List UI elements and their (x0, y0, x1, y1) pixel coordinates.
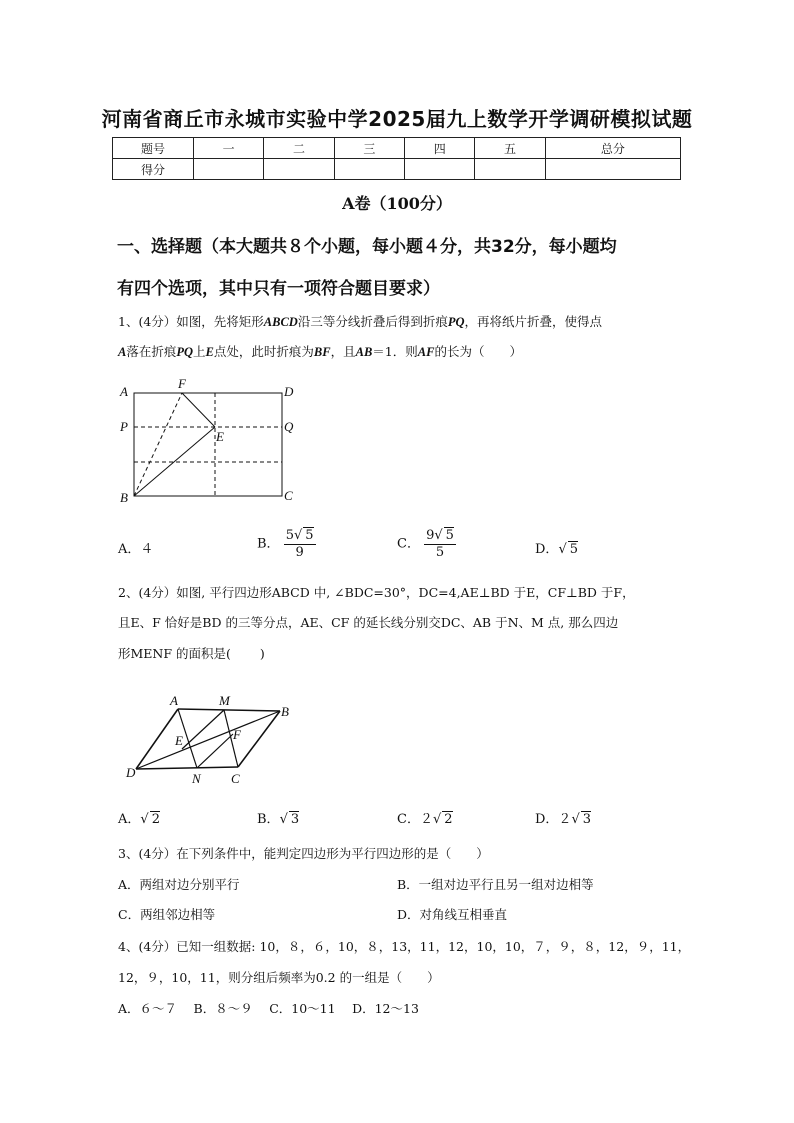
radicand: 2 (444, 812, 453, 827)
q1-var: AB (355, 345, 373, 359)
q3-stem: 3、(4分）在下列条件中，能判定四边形为平行四边形的是（ ） (118, 846, 489, 861)
q2-stem-line2: 且E、F 恰好是BD 的三等分点，AE、CF 的延长线分别交DC、AB 于N、M 点, 那么四边 (118, 615, 619, 630)
radicand: 3 (582, 812, 592, 827)
q1-label-b: B (120, 490, 128, 505)
q3-option-c[interactable]: C．两组邻边相等 (118, 907, 216, 922)
q1-var: ABCD (263, 315, 298, 329)
q1-fe-line (182, 393, 215, 427)
q2-option-b[interactable]: B．√ 3 (257, 812, 300, 827)
score-table (112, 137, 681, 180)
q1-option-a[interactable]: A．４ (118, 542, 154, 557)
q2-option-a-label: A． (118, 812, 141, 827)
q2-parallelogram-figure (118, 692, 308, 792)
q1-label-f: F (178, 378, 186, 391)
q2-label-d: D (126, 765, 136, 780)
score-cell: 一 (194, 138, 264, 159)
score-input-cell[interactable] (264, 159, 334, 180)
q1-label-e: E (216, 429, 224, 444)
score-table-header-row (113, 138, 681, 159)
score-cell: 总分 (545, 138, 680, 159)
q3-option-d[interactable]: D．对角线互相垂直 (397, 907, 508, 922)
q1-option-b[interactable] (257, 527, 316, 561)
q3-option-b[interactable]: B．一组对边平行且另一组对边相等 (397, 877, 594, 892)
q1-text: 落在折痕 (126, 344, 177, 359)
score-cell: 得分 (113, 159, 194, 180)
score-input-cell[interactable] (475, 159, 545, 180)
fraction-numerator-coef: 5 (285, 528, 294, 543)
q1-text: 的长为（ ） (434, 344, 522, 359)
q2-label-m: M (219, 693, 230, 708)
q2-line-me (182, 710, 224, 749)
q1-label-q: Q (284, 419, 294, 434)
score-cell: 五 (475, 138, 545, 159)
q1-option-b-fraction: $\frac{5√ 5}{9}$ (285, 528, 314, 560)
q2-stem-line3: 形MENF 的面积是( ) (118, 646, 265, 661)
q2-side-dc (136, 767, 238, 769)
q2-option-d-label: D．２ (535, 812, 572, 827)
q1-var: BF (313, 345, 331, 359)
q4-option-b[interactable]: B．８～９ (193, 1001, 253, 1016)
q1-text: ＝1．则 (372, 344, 418, 359)
exam-title: 河南省商丘市永城市实验中学2025届九上数学开学调研模拟试题 (101, 107, 693, 131)
q1-stem-line1 (118, 313, 602, 331)
q1-label-c: C (284, 488, 293, 503)
q4-option-c[interactable]: C．10～11 (269, 1001, 336, 1016)
score-input-cell[interactable] (405, 159, 475, 180)
q1-text: 上 (193, 344, 206, 359)
radicand: 5 (445, 528, 454, 543)
q2-line-nf (197, 734, 233, 768)
q2-label-f: F (233, 727, 241, 742)
radicand: 2 (151, 812, 160, 827)
q2-stem-line1: 2、(4分）如图, 平行四边形ABCD 中, ∠BDC=30°，DC=4,AE⊥BD 于E，CF⊥BD 于F， (118, 585, 635, 600)
q2-label-a: A (170, 693, 178, 708)
q1-ba-dashed (134, 393, 182, 496)
radicand: 5 (305, 528, 314, 543)
q2-option-a[interactable]: A．√ 2 (118, 812, 160, 827)
q1-option-d-label: D． (535, 542, 559, 557)
q3-option-a[interactable]: A．两组对边分别平行 (118, 877, 240, 892)
q2-label-b: B (281, 704, 289, 719)
q1-label-p: P (120, 419, 128, 434)
radicand: 5 (569, 542, 579, 557)
section-heading-line1: 一、选择题（本大题共８个小题，每小题４分，共32分，每小题均 (117, 237, 617, 257)
radicand: 3 (290, 812, 300, 827)
q4-option-d[interactable]: D．12～13 (352, 1001, 419, 1016)
q1-option-c-fraction: $\frac{9√ 5}{5}$ (426, 528, 454, 560)
q1-text: 1、(4分）如图，先将矩形 (118, 314, 264, 329)
q2-option-c-label: C．２ (397, 812, 433, 827)
q1-text: ，再将纸片折叠，使得点 (464, 314, 603, 329)
q1-option-d[interactable]: D．√ 5 (535, 542, 579, 557)
score-cell: 二 (264, 138, 334, 159)
volume-heading: A卷（100分） (342, 194, 452, 213)
q1-var: A (118, 345, 127, 359)
q1-label-a: A (120, 384, 128, 399)
q2-label-c: C (231, 771, 240, 786)
section-heading-line2: 有四个选项，其中只有一项符合题目要求） (117, 279, 440, 299)
q1-text: 点处，此时折痕为 (213, 344, 314, 359)
q1-stem-line2 (118, 343, 522, 361)
q1-text: ，且 (330, 344, 356, 359)
q4-option-a[interactable]: A．６～７ (118, 1001, 178, 1016)
q2-option-c[interactable]: C．２√ 2 (397, 812, 453, 827)
q2-option-b-label: B． (257, 812, 280, 827)
score-input-cell[interactable] (334, 159, 404, 180)
q1-var: E (205, 345, 214, 359)
q4-stem-line2: 12，９，10，11，则分组后频率为0.2 的一组是（ ） (118, 970, 440, 985)
q2-side-ab (178, 709, 280, 711)
q2-label-n: N (192, 771, 201, 786)
q1-label-d: D (284, 384, 294, 399)
q1-be-line (134, 427, 215, 496)
q1-var: PQ (447, 315, 465, 329)
fraction-denominator: 5 (435, 545, 445, 560)
q2-label-e: E (175, 733, 183, 748)
q4-stem-line1: 4、(4分）已知一组数据: 10，８，６，10，８，13，11，12，10，10，７，９，８，12，９，11， (118, 939, 691, 954)
q1-rect (134, 393, 282, 496)
score-input-cell[interactable] (194, 159, 264, 180)
score-cell: 题号 (113, 138, 194, 159)
q1-var: AF (417, 345, 435, 359)
q2-option-d[interactable]: D．２√ 3 (535, 812, 592, 827)
q1-rectangle-figure (112, 378, 312, 506)
q1-var: PQ (176, 345, 194, 359)
q1-option-c-label: C． (397, 536, 420, 552)
score-input-cell[interactable] (545, 159, 680, 180)
q1-option-b-label: B． (257, 536, 280, 552)
score-table-score-row (113, 159, 681, 180)
q1-text: 沿三等分线折叠后得到折痕 (297, 314, 448, 329)
fraction-numerator-coef: 9 (426, 528, 435, 543)
fraction-denominator: 9 (295, 545, 304, 560)
score-cell: 三 (334, 138, 404, 159)
q1-option-c[interactable] (397, 527, 456, 561)
score-cell: 四 (405, 138, 475, 159)
q4-options (118, 1000, 419, 1018)
